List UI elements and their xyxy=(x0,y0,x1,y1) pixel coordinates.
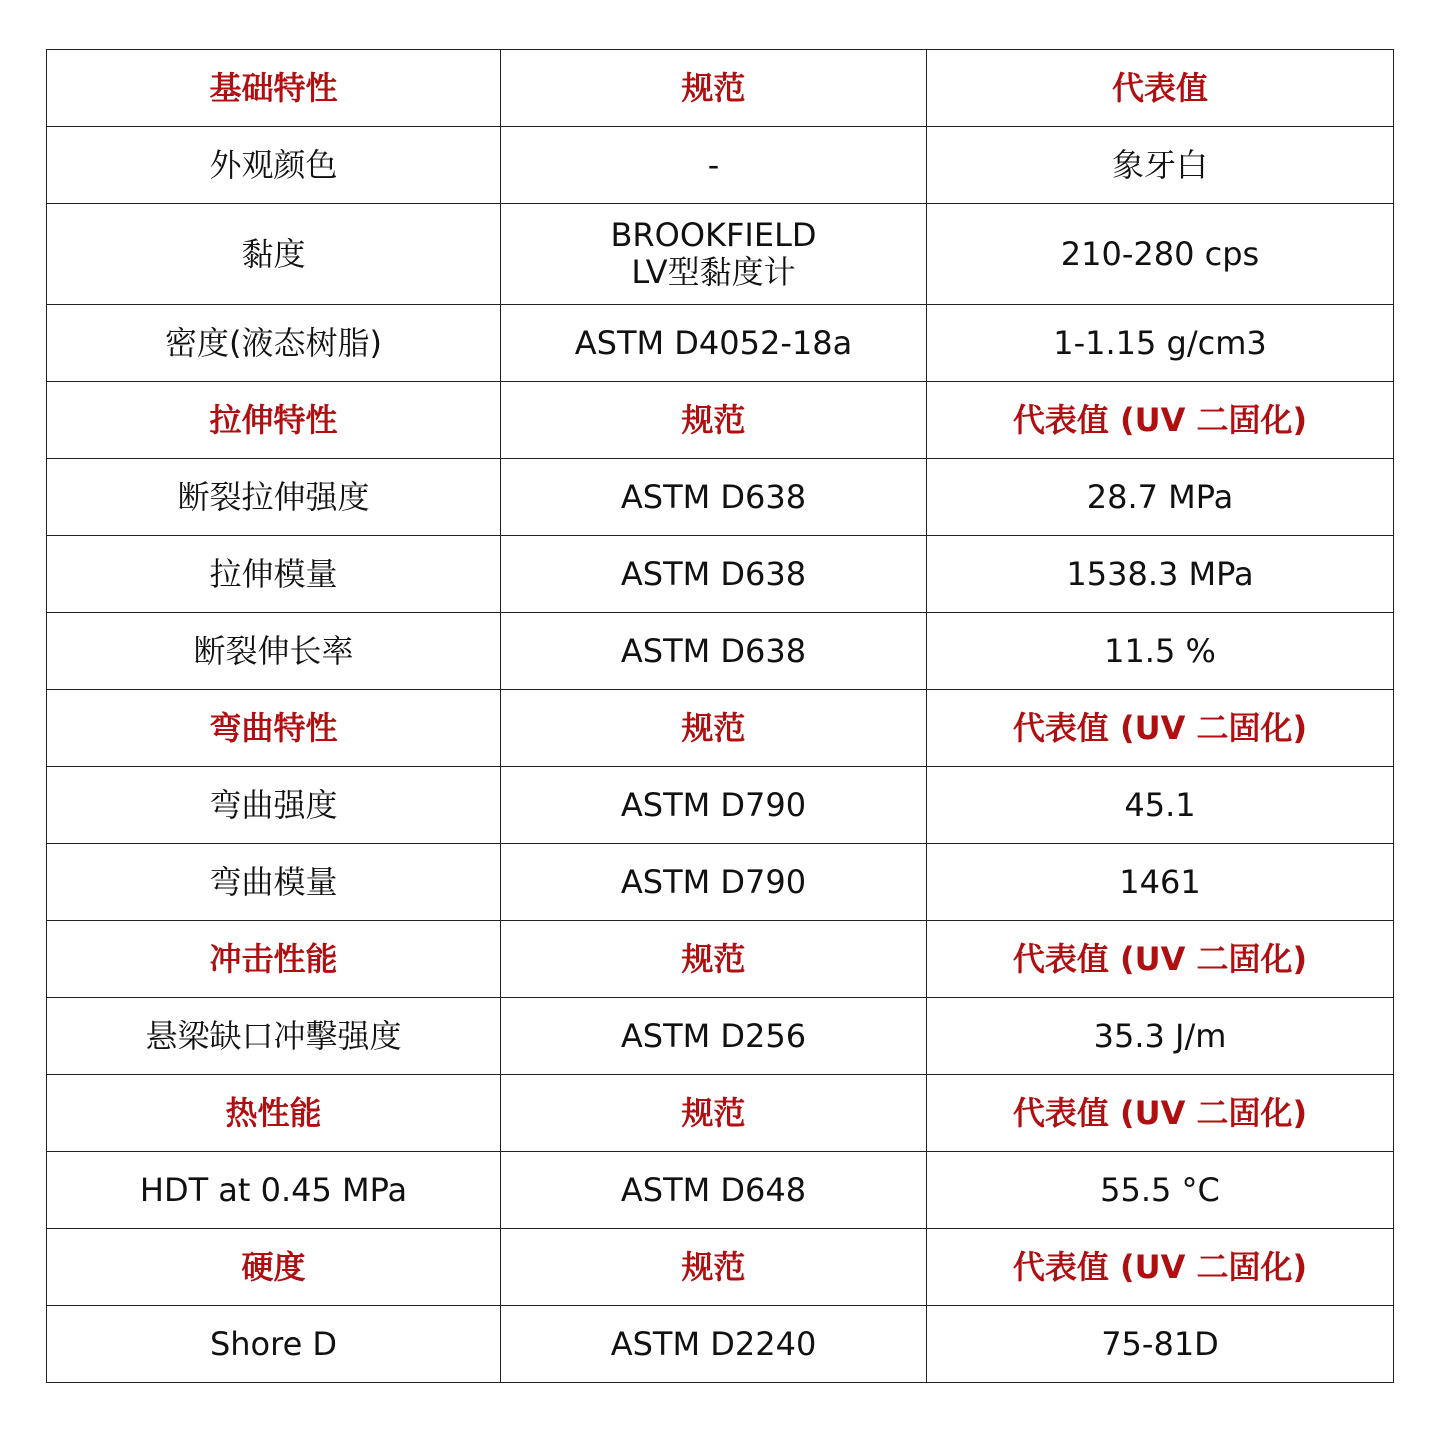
cell-property: 弯曲模量 xyxy=(47,844,501,921)
header-value: 代表值 (UV 二固化) xyxy=(927,1075,1394,1152)
cell-standard: ASTM D790 xyxy=(501,844,927,921)
cell-property: 外观颜色 xyxy=(47,127,501,204)
cell-standard: ASTM D790 xyxy=(501,767,927,844)
section-header-thermal xyxy=(47,1075,1394,1152)
cell-property: 断裂伸长率 xyxy=(47,613,501,690)
header-standard: 规范 xyxy=(501,1229,927,1306)
cell-value: 45.1 xyxy=(927,767,1394,844)
header-value: 代表值 (UV 二固化) xyxy=(927,1229,1394,1306)
cell-standard: ASTM D638 xyxy=(501,459,927,536)
cell-standard: ASTM D648 xyxy=(501,1152,927,1229)
cell-value: 210-280 cps xyxy=(927,204,1394,305)
spec-table xyxy=(46,49,1394,1383)
cell-property: HDT at 0.45 MPa xyxy=(47,1152,501,1229)
cell-standard: ASTM D2240 xyxy=(501,1306,927,1383)
table-row xyxy=(47,613,1394,690)
cell-value: 75-81D xyxy=(927,1306,1394,1383)
cell-value: 28.7 MPa xyxy=(927,459,1394,536)
header-standard: 规范 xyxy=(501,1075,927,1152)
section-header-basic xyxy=(47,50,1394,127)
cell-property: 悬梁缺口冲擊强度 xyxy=(47,998,501,1075)
cell-standard-line-2: LV型黏度计 xyxy=(631,253,796,291)
header-value: 代表值 (UV 二固化) xyxy=(927,921,1394,998)
cell-value: 55.5 °C xyxy=(927,1152,1394,1229)
cell-property: Shore D xyxy=(47,1306,501,1383)
header-value: 代表值 (UV 二固化) xyxy=(927,382,1394,459)
table-row xyxy=(47,127,1394,204)
table-row xyxy=(47,1152,1394,1229)
table-row xyxy=(47,305,1394,382)
cell-property: 弯曲强度 xyxy=(47,767,501,844)
cell-value: 11.5 % xyxy=(927,613,1394,690)
cell-property: 密度(液态树脂) xyxy=(47,305,501,382)
cell-standard: ASTM D638 xyxy=(501,536,927,613)
section-header-tensile xyxy=(47,382,1394,459)
cell-value: 1538.3 MPa xyxy=(927,536,1394,613)
table-row xyxy=(47,998,1394,1075)
cell-value: 35.3 J/m xyxy=(927,998,1394,1075)
header-property: 弯曲特性 xyxy=(47,690,501,767)
header-property: 硬度 xyxy=(47,1229,501,1306)
table-row xyxy=(47,1306,1394,1383)
section-header-flexural xyxy=(47,690,1394,767)
table-row xyxy=(47,459,1394,536)
cell-standard: ASTM D4052-18a xyxy=(501,305,927,382)
cell-property: 黏度 xyxy=(47,204,501,305)
table-row xyxy=(47,204,1394,305)
header-property: 拉伸特性 xyxy=(47,382,501,459)
section-header-impact xyxy=(47,921,1394,998)
cell-standard: ASTM D638 xyxy=(501,613,927,690)
header-standard: 规范 xyxy=(501,382,927,459)
header-standard: 规范 xyxy=(501,50,927,127)
section-header-hardness xyxy=(47,1229,1394,1306)
cell-value: 1-1.15 g/cm3 xyxy=(927,305,1394,382)
table-row xyxy=(47,536,1394,613)
header-standard: 规范 xyxy=(501,690,927,767)
cell-standard xyxy=(501,204,927,305)
table-row xyxy=(47,767,1394,844)
cell-standard: ASTM D256 xyxy=(501,998,927,1075)
cell-standard: - xyxy=(501,127,927,204)
cell-value: 象牙白 xyxy=(927,127,1394,204)
header-value: 代表值 xyxy=(927,50,1394,127)
header-property: 冲击性能 xyxy=(47,921,501,998)
header-property: 基础特性 xyxy=(47,50,501,127)
cell-property: 断裂拉伸强度 xyxy=(47,459,501,536)
cell-standard-line-1: BROOKFIELD xyxy=(610,216,817,255)
cell-value: 1461 xyxy=(927,844,1394,921)
cell-property: 拉伸模量 xyxy=(47,536,501,613)
table-row xyxy=(47,844,1394,921)
header-value: 代表值 (UV 二固化) xyxy=(927,690,1394,767)
header-property: 热性能 xyxy=(47,1075,501,1152)
header-standard: 规范 xyxy=(501,921,927,998)
